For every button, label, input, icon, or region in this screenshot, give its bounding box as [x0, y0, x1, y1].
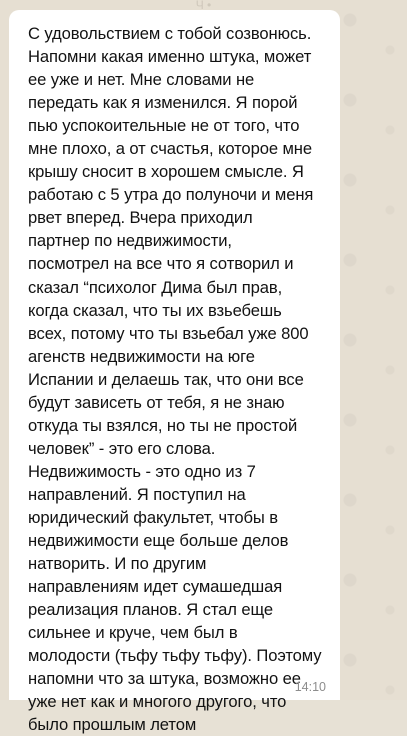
message-text: С удовольствием с тобой созвонюсь. Напомни какая именно штука, может ее уже и нет. Мне словами не передать как я изменился. Я порой пью успокоительные не от того, что мне плохо, а от счастья, которое мне крышу сносит в хорошем смысле. Я работаю с 5 утра до полуночи и меня рвет вперед. Вчера приходил партнер по недвижимости, посмотрел на все что я сотворил и сказал “психолог Дима был прав, когда сказал, что ты их взьебешь всех, потому что ты взьебал уже 800 агенств недвижимости на юге Испании и делаешь так, что они все будут зависеть от тебя, я не знаю откуда ты взялся, но ты не простой человек” - это его слова. Недвижимость - это одно из 7 направлений. Я поступил на юридический факультет, чтобы в недвижимости еще больше делов натворить. И по другим направлениям идет сумашедшая реализация планов. Я стал еще сильнее и круче, чем был в молодости (тьфу тьфу тьфу). Поэтому напомни что за штука, возможно ее уже нет как и многого другого, что было прошлым летом	[28, 24, 322, 735]
message-bubble[interactable]	[9, 10, 340, 735]
top-hint: Ч •	[195, 0, 212, 10]
message-timestamp: 14:10	[294, 680, 326, 694]
